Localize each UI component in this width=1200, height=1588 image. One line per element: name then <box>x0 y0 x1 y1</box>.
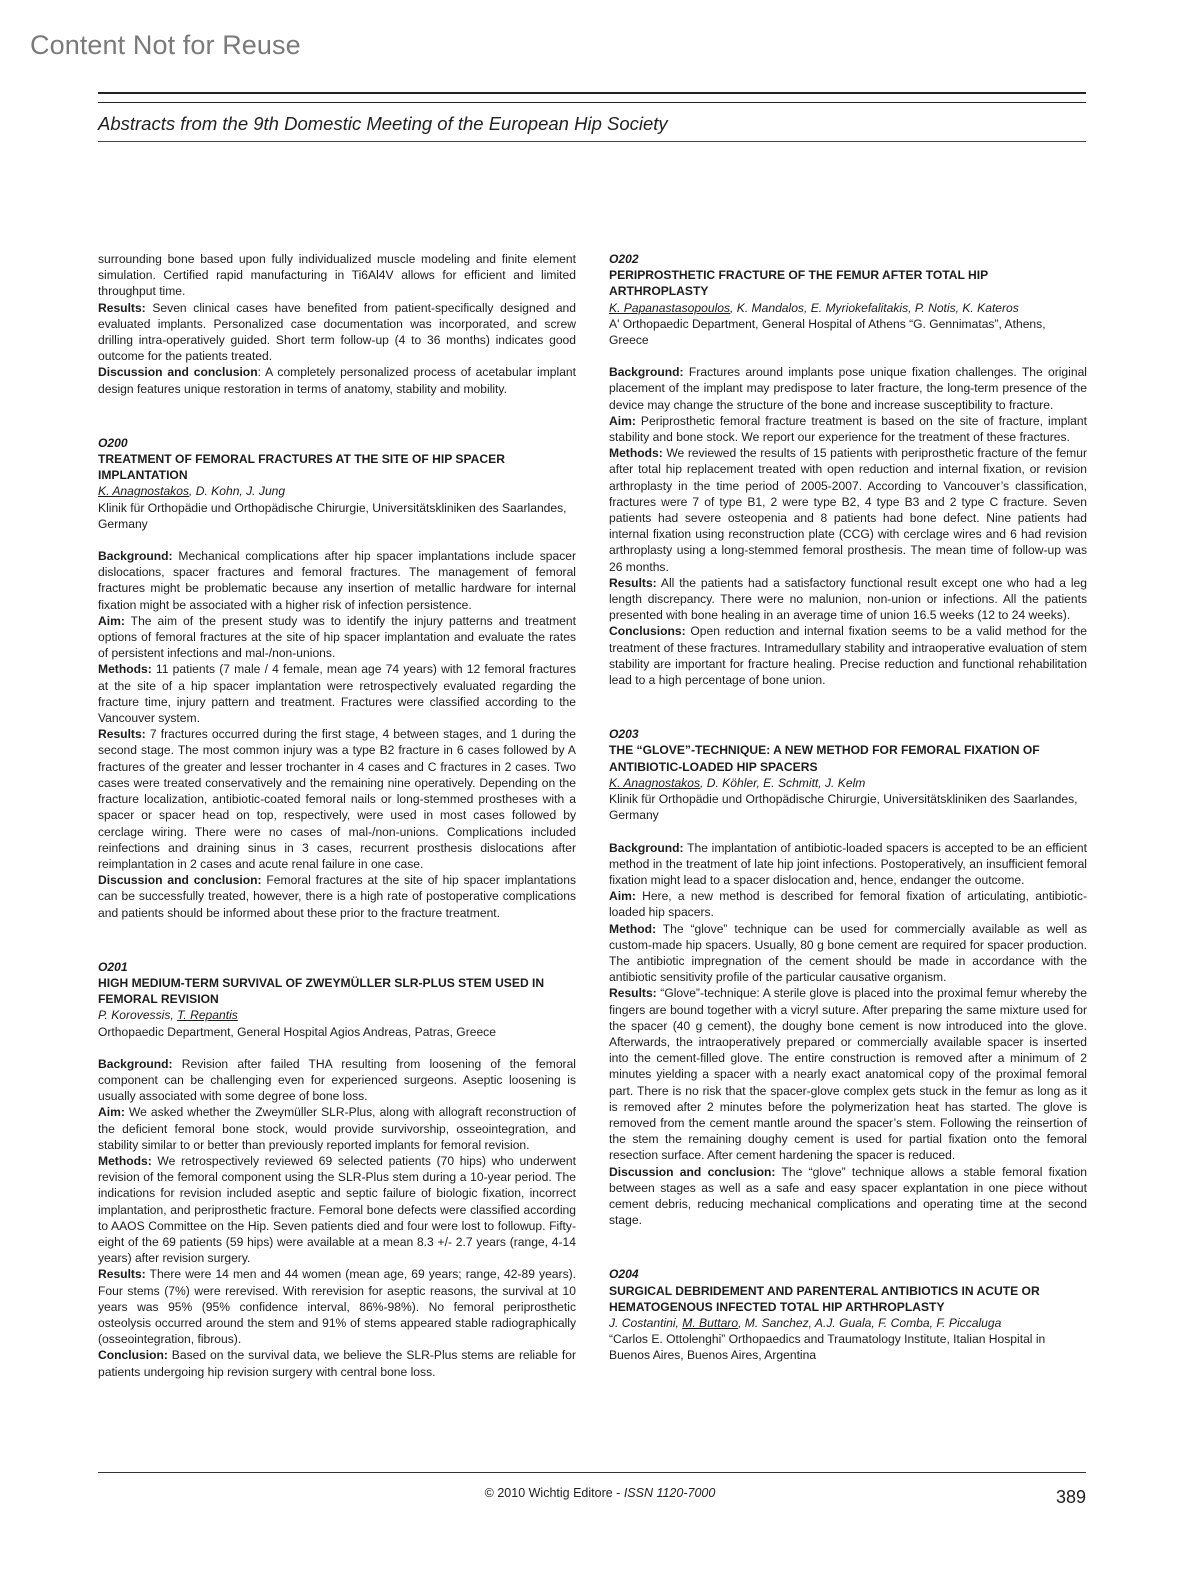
abstract-affiliation: A' Orthopaedic Department, General Hospital of Athens “G. Gennimatas”, Athens, Greece <box>609 316 1046 348</box>
abstract-o203 <box>609 726 1087 1228</box>
abstract-code: O201 <box>98 959 128 974</box>
abstract-affiliation: Orthopaedic Department, General Hospital Agios Andreas, Patras, Greece <box>98 1024 496 1039</box>
section-conclusions: Conclusions: Open reduction and internal fixation seems to be a valid method for the treatment of these fractures. Intramedullary stability and intraoperative evaluation of stem stability are important for fracture healing. Precise reduction and functional rehabilitation lead to a high percentage of bone union. <box>609 624 1087 688</box>
section-discussion: Discussion and conclusion: The “glove” technique allows a stable femoral fixation between stages as well as a safe and easy spacer explantation in one piece without cement debris, reducing mechanical complications and operating time at the second stage. <box>609 1164 1087 1228</box>
right-column <box>609 251 1087 1364</box>
footer-copyright: © 2010 Wichtig Editore - ISSN 1120-7000 <box>484 1486 716 1500</box>
header-rule-thin <box>98 102 1086 103</box>
footer-rule <box>98 1472 1086 1473</box>
abstract-o202 <box>609 251 1087 688</box>
abstract-title: THE “GLOVE”-TECHNIQUE: A NEW METHOD FOR FEMORAL FIXATION OF ANTIBIOTIC-LOADED HIP SPACERS <box>609 743 1040 774</box>
abstract-title: HIGH MEDIUM-TERM SURVIVAL OF ZWEYMÜLLER SLR-PLUS STEM USED IN FEMORAL REVISION <box>98 975 545 1007</box>
continued-paragraph: surrounding bone based upon fully individualized muscle modeling and finite element simulation. Certified rapid manufacturing in Ti6Al4V allows for efficient and limited throughput time. <box>98 252 576 299</box>
section-background: Background: Mechanical complications after hip spacer implantations include spacer dislocations, spacer fractures and femoral fractures. The management of femoral fractures might be problematic because any insertion of metallic hardware for internal fixation might be associated with a higher risk of infection persistence. <box>98 549 576 612</box>
section-background: Background: Fractures around implants pose unique fixation challenges. The original placement of the implant may predispose to later fracture, the long-term presence of the device may change the structure of the bone and increase susceptibility to fracture. <box>609 365 1087 412</box>
page-number: 389 <box>1055 1487 1086 1507</box>
section-methods: Methods: We reviewed the results of 15 patients with periprosthetic fracture of the femur after total hip replacement treated with open reduction and internal fixation, or revision arthroplasty in the time period of 2005-2007. According to Vancouver’s classification, fractures were 7 of type B1, 2 were type B2, 4 type B3 and 2 type C fracture. Seven patients had severe osteopenia and 8 patients had bone defect. Nine patients had internal fixation using reconstruction plate (CCG) with cerclage wires and 6 had revision arthroplasty using a long-stemmed femoral prosthesis. The mean time of follow-up was 26 months. <box>609 446 1087 574</box>
abstract-code: O202 <box>609 252 639 266</box>
continued-results: Results: Seven clinical cases have benefited from patient-specifically designed and evaluated implants. Personalized case documentation was incorporated, and screw drilling intra-operatively guided. Short term follow-up (4 to 36 months) indicates good outcome for the patients treated. <box>98 300 576 364</box>
section-methods: Methods: 11 patients (7 male / 4 female, mean age 74 years) with 12 femoral fractures at the site of a hip spacer implantation were retrospectively evaluated regarding the fracture time, injury pattern and treatment. Fractures were classified according to the Vancouver system. <box>98 662 576 726</box>
abstract-authors: P. Korovessis, T. Repantis <box>98 1008 238 1023</box>
watermark: Content Not for Reuse <box>30 30 301 60</box>
section-aim: Aim: The aim of the present study was to identify the injury patterns and treatment options of femoral fractures at the site of hip spacer implantation and evaluate the rates of persistent infections and mal-/non-unions. <box>98 613 576 661</box>
continued-discussion: Discussion and conclusion: A completely personalized process of acetabular implant design features unique restoration in terms of anatomy, stability and mobility. <box>98 365 577 396</box>
section-method: Method: The “glove” technique can be used for commercially available as well as custom-made hip spacers. Usually, 80 g bone cement are required for spacer production. The antibiotic impregnation of the cement should be made in accordance with the antibiotic sensitivity profile of the particular causative organism. <box>609 921 1087 985</box>
header-rule-thick <box>98 92 1086 94</box>
abstract-o204 <box>609 1266 1087 1363</box>
section-results: Results: All the patients had a satisfactory functional result except one who had a leg length discrepancy. There were no malunion, non-union or infections. All the patients presented with bone healing in an average time of union 16.5 weeks (12 to 24 weeks). <box>609 575 1087 623</box>
abstract-authors: K. Anagnostakos, D. Köhler, E. Schmitt, J. Kelm <box>609 775 866 790</box>
section-aim: Aim: We asked whether the Zweymüller SLR-Plus, along with allograft reconstruction of the deficient femoral bone stock, would provide survivorship, osseointegration, and stability similar to or better than previously reported implants for femoral revision. <box>98 1105 576 1152</box>
abstract-title: TREATMENT OF FEMORAL FRACTURES AT THE SITE OF HIP SPACER IMPLANTATION <box>98 452 505 483</box>
abstract-o201 <box>98 959 576 1380</box>
abstract-code: O203 <box>609 727 639 742</box>
left-column <box>98 251 576 1380</box>
abstract-authors: J. Costantini, M. Buttaro, M. Sanchez, A.J. Guala, F. Comba, F. Piccaluga <box>609 1315 1002 1330</box>
abstract-authors: K. Anagnostakos, D. Kohn, J. Jung <box>98 484 286 499</box>
abstract-affiliation: “Carlos E. Ottolenghi” Orthopaedics and Traumatology Institute, Italian Hospital in Buenos Aires, Buenos Aires, Argentina <box>609 1332 1046 1363</box>
section-background: Background: The implantation of antibiotic-loaded spacers is accepted to be an efficient method in the treatment of late hip joint infections. Postoperatively, an insufficient femoral fixation might lead to a spacer dislocation and, hence, endanger the outcome. <box>609 840 1087 887</box>
abstract-affiliation: Klinik für Orthopädie und Orthopädische Chirurgie, Universitätskliniken des Saarlandes, Germany <box>609 792 1078 823</box>
section-aim: Aim: Periprosthetic femoral fracture treatment is based on the site of fracture, implant stability and bone stock. We report our experience for the treatment of these fractures. <box>609 413 1087 445</box>
section-results: Results: There were 14 men and 44 women (mean age, 69 years; range, 42-89 years). Four stems (7%) were rerevised. With rerevision for aseptic reasons, the survival at 10 years was 95% (95% confidence interval, 86%-98%). No femoral periprosthetic osteolysis occurred around the stem and 91% of stems appeared stable radiographically (osseointegration, fibrous). <box>98 1267 576 1347</box>
section-results: Results: 7 fractures occurred during the first stage, 4 between stages, and 1 during the second stage. The most common injury was a type B2 fracture in 6 cases followed by A fractures of the greater and lesser trochanter in 4 cases and C fractures in 2 cases. Two cases were treated conservatively and the remaining nine operatively. Depending on the fracture localization, antibiotic-coated femoral nails or long-stemmed prostheses with a spacer or spacer head on top, respectively, were used in most cases followed by cerclage wiring. There were no cases of mal-/non-unions. Complications included reinfections and draining sinus in 3 cases, recurrent prosthesis dislocations after reimplantation in 2 cases and acute renal failure in one case. <box>98 727 576 871</box>
section-methods: Methods: We retrospectively reviewed 69 selected patients (70 hips) who underwent revision of the femoral component using the SLR-Plus stem during a 10-year period. The indications for revision included aseptic and septic failure of biologic fixation, incorrect implantation, and periprosthetic fracture. Femoral bone defects were classified according to AAOS Committee on the Hip. Seven patients died and four were lost to followup. Fifty-eight of the 69 patients (59 hips) were available at a mean 8.3 +/- 2.7 years (range, 4-14 years) after revision surgery. <box>98 1153 576 1266</box>
section-results: Results: “Glove”-technique: A sterile glove is placed into the proximal femur whereby the fingers are bound together with a vicryl suture. After preparing the same mixture used for the spacer (40 g cement), the doughy bone cement is now introduced into the glove. Afterwards, the intraoperatively prepared or commercially available spacer is inserted into the cement-filled glove. The entire construction is removed after a minimum of 2 minutes yielding a spacer with a nearly exact anatomical copy of the proximal femoral part. There is no risk that the spacer-glove complex gets stuck in the femur as long as it is removed after 2 minutes before the polymerization heat has started. The glove is removed from the cement mantle around the spacer’s stem. Following the reinsertion of the stem the remaining doughy cement is used for partial fixation onto the femoral resection surface. After cement hardening the spacer is reduced. <box>609 986 1087 1163</box>
abstract-code: O204 <box>609 1267 639 1282</box>
abstract-o200 <box>98 435 576 921</box>
abstract-title: SURGICAL DEBRIDEMENT AND PARENTERAL ANTIBIOTICS IN ACUTE OR HEMATOGENOUS INFECTED TOTAL HIP ARTHROPLASTY <box>609 1283 1040 1314</box>
abstract-code: O200 <box>98 435 128 450</box>
abstract-authors: K. Papanastasopoulos, K. Mandalos, E. Myriokefalitakis, P. Notis, K. Kateros <box>609 300 1019 315</box>
section-conclusion: Conclusion: Based on the survival data, we believe the SLR-Plus stems are reliable for patients undergoing hip revision surgery with central bone loss. <box>98 1348 576 1379</box>
abstract-title: PERIPROSTHETIC FRACTURE OF THE FEMUR AFTER TOTAL HIP ARTHROPLASTY <box>609 268 988 299</box>
abstract-affiliation: Klinik für Orthopädie und Orthopädische Chirurgie, Universitätskliniken des Saarlandes, Germany <box>98 500 567 531</box>
section-background: Background: Revision after failed THA resulting from loosening of the femoral component can be challenging even for experienced surgeons. Aseptic loosening is usually associated with some degree of bone loss. <box>98 1056 576 1104</box>
running-head-rule <box>98 141 1086 142</box>
section-aim: Aim: Here, a new method is described for femoral fixation of articulating, antibiotic-loaded hip spacers. <box>609 889 1087 920</box>
running-head: Abstracts from the 9th Domestic Meeting of the European Hip Society <box>98 113 668 134</box>
section-discussion: Discussion and conclusion: Femoral fractures at the site of hip spacer implantations can be successfully treated, however, there is a high rate of postoperative complications and patients should be informed about these prior to the fracture treatment. <box>98 873 576 920</box>
